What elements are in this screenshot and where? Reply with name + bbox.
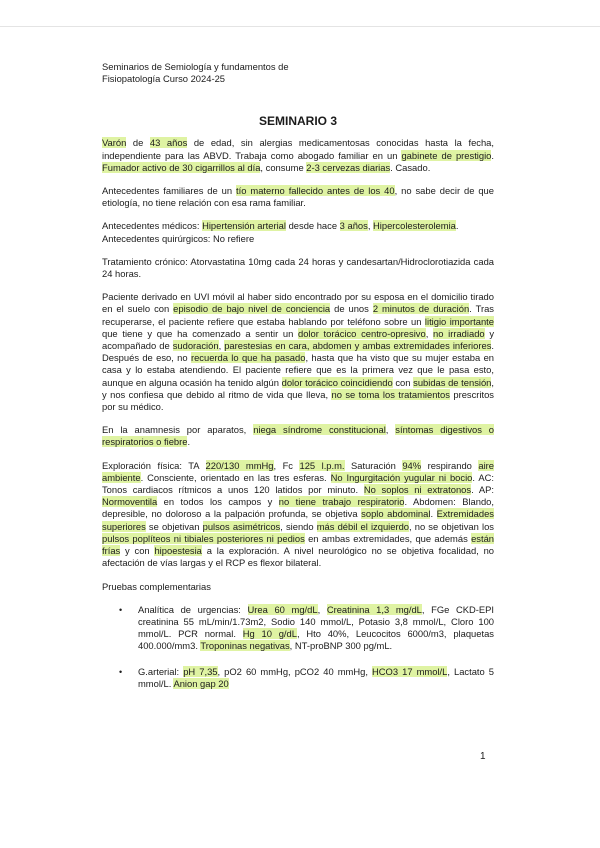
highlight: más débil el izquierdo <box>316 520 409 532</box>
highlight: HCO3 17 mmol/L <box>372 665 448 677</box>
highlight: síntomas digestivos o respiratorios o fiebre <box>102 424 495 448</box>
bullet-icon: • <box>119 604 123 615</box>
highlight: no tiene trabajo respiratorio <box>278 496 405 508</box>
highlight: episodio de bajo nivel de conciencia <box>173 303 331 315</box>
complementary-tests-heading: Pruebas complementarias <box>102 580 211 592</box>
family-history-paragraph: Antecedentes familiares de un tío materno fallecido antes de los 40, no sabe decir de que etiología, no tiene relación con esa rama familiar. <box>102 185 494 209</box>
tests-list <box>102 604 494 690</box>
highlight: soplo abdominal <box>361 508 431 520</box>
highlight: Anion gap 20 <box>173 677 229 689</box>
header-line-2: Fisiopatología Curso 2024-25 <box>102 73 225 85</box>
highlight: gabinete de prestigio <box>401 149 492 161</box>
highlight: recuerda lo que ha pasado <box>190 352 306 364</box>
highlight: 2-3 cervezas diarias <box>306 161 391 173</box>
highlight: No Ingurgitación yugular ni bocio <box>330 471 473 483</box>
lab-tests-text: Analítica de urgencias: Urea 60 mg/dL, Creatinina 1,3 mg/dL, FGe CKD-EPI creatinina 55 mL/min/1.73m2, Sodio 140 mmol/L, Potasio 3,8 mmol/L, Cloro 100 mmol/L. PCR normal. Hg 10 g/dL, Hto 40%, Leucocitos 6000/m3, plaquetas 400.000/mm3. Troponinas negativas, NT-proBNP 300 pg/mL. <box>138 603 495 652</box>
highlight: hipoestesia <box>154 545 202 557</box>
highlight: pH 7,35 <box>183 665 218 677</box>
chronic-treatment-paragraph: Tratamiento crónico: Atorvastatina 10mg cada 24 horas y candesartan/Hidroclorotiazida cada 24 horas. <box>102 255 494 280</box>
list-item <box>119 665 495 690</box>
highlight: niega síndrome constitucional <box>253 424 386 436</box>
highlight: dolor torácico centro-opresivo <box>298 327 426 339</box>
current-illness-paragraph: Paciente derivado en UVI móvil al haber sido encontrado por su esposa en el domicilio tirado en el suelo con episodio de bajo nivel de conciencia de unos 2 minutos de duración. Tras recuperarse, el paciente refiere que estaba hablando por teléfono sobre un litigio importante que tiene y que ha comenzado a sentir un dolor torácico centro-opresivo, no irradiado y acompañado de sudoración, parestesias en cara, abdomen y ambas extremidades inferiores. Después de eso, no recuerda lo que ha pasado, hasta que ha visto que su mujer estaba en casa y lo estaba atendiendo. El paciente refiere que es la primera vez que le pasa esto, aunque en alguna ocasión ha tenido algún dolor torácico coincidiendo con subidas de tensión, y nos confiesa que debido al ritmo de vida que lleva, no se toma los tratamientos prescritos por su médico. <box>102 291 495 413</box>
highlight: 2 minutos de duración <box>372 303 470 315</box>
highlight: aire ambiente <box>102 459 494 483</box>
case-intro-paragraph: Varón de 43 años de edad, sin alergias medicamentosas conocidas hasta la fecha, independiente para las ABVD. Trabaja como abogado familiar en un gabinete de prestigio. Fumador activo de 30 cigarrillos al día, consume 2-3 cervezas diarias. Casado. <box>102 137 495 173</box>
highlight: Hipertensión arterial <box>202 220 286 232</box>
highlight: Hg 10 g/dL <box>242 628 297 640</box>
highlight: pulsos poplíteos ni tibiales posteriores ni pedios <box>102 532 305 544</box>
highlight: tío materno fallecido antes de los 40 <box>236 185 395 197</box>
highlight: Fumador activo de 30 cigarrillos al día <box>102 161 261 173</box>
highlight: 125 l.p.m. <box>299 459 345 471</box>
page-title: SEMINARIO 3 <box>258 114 337 129</box>
highlight: no irradiado <box>433 327 485 339</box>
highlight: Normoventila <box>102 496 158 508</box>
highlight: 3 años <box>339 220 368 232</box>
highlight: están frías <box>102 532 495 557</box>
highlight: Varón <box>102 137 127 149</box>
highlight: No soplos ni extratonos <box>363 484 472 496</box>
document-header <box>102 61 494 85</box>
highlight: Troponinas negativas <box>200 640 290 652</box>
page-number: 1 <box>480 751 486 762</box>
highlight: pulsos asimétricos <box>202 520 281 532</box>
list-item <box>119 603 495 653</box>
medical-history-paragraph: Antecedentes médicos: Hipertensión arterial desde hace 3 años, Hipercolesterolemia. <box>102 220 459 232</box>
blood-gas-text: G.arterial: pH 7,35, pO2 60 mmHg, pCO2 40 mmHg, HCO3 17 mmol/L, Lactato 5 mmol/L. Anion gap 20 <box>138 665 495 689</box>
highlight: subidas de tensión <box>413 376 492 388</box>
surgical-history-paragraph: Antecedentes quirúrgicos: No refiere <box>102 232 255 244</box>
highlight: dolor torácico coincidiendo <box>281 376 393 388</box>
highlight: sudoración <box>172 340 219 352</box>
bullet-icon: • <box>119 666 123 677</box>
highlight: 43 años <box>149 137 188 149</box>
highlight: Urea 60 mg/dL <box>247 603 318 615</box>
physical-exam-paragraph: Exploración física: TA 220/130 mmHg, Fc 125 l.p.m. Saturación 94% respirando aire ambiente. Consciente, orientado en las tres esferas. No Ingurgitación yugular ni bocio. AC: Tonos cardiacos rítmicos a unos 120 latidos por minuto. No soplos ni extratonos. AP: Normoventila en todos los campos y no tiene trabajo respiratorio. Abdomen: Blando, depresible, no doloroso a la palpación profunda, se objetiva soplo abdominal. Extremidades superiores se objetivan pulsos asimétricos, siendo más débil el izquierdo, no se objetivan los pulsos poplíteos ni tibiales posteriores ni pedios en ambas extremidades, que además están frías y con hipoestesia a la exploración. A nivel neurológico no se objetiva focalidad, no afectación de vías largas y el RCP es flexor bilateral. <box>102 459 495 569</box>
highlight: no se toma los tratamientos <box>331 388 450 400</box>
document-page <box>102 61 494 703</box>
systems-review-paragraph: En la anamnesis por aparatos, niega síndrome constitucional, síntomas digestivos o respiratorios o fiebre. <box>102 424 495 448</box>
highlight: 220/130 mmHg <box>205 459 274 471</box>
top-divider <box>0 26 600 27</box>
highlight: Creatinina 1,3 mg/dL <box>326 603 422 615</box>
highlight: litigio importante <box>424 315 494 327</box>
highlight: 94% <box>402 459 422 471</box>
highlight: parestesias en cara, abdomen y ambas extremidades inferiores <box>224 340 492 352</box>
highlight: Hipercolesterolemia <box>373 220 456 232</box>
highlight: Extremidades superiores <box>102 508 494 532</box>
header-line-1: Seminarios de Semiología y fundamentos de <box>102 61 289 72</box>
